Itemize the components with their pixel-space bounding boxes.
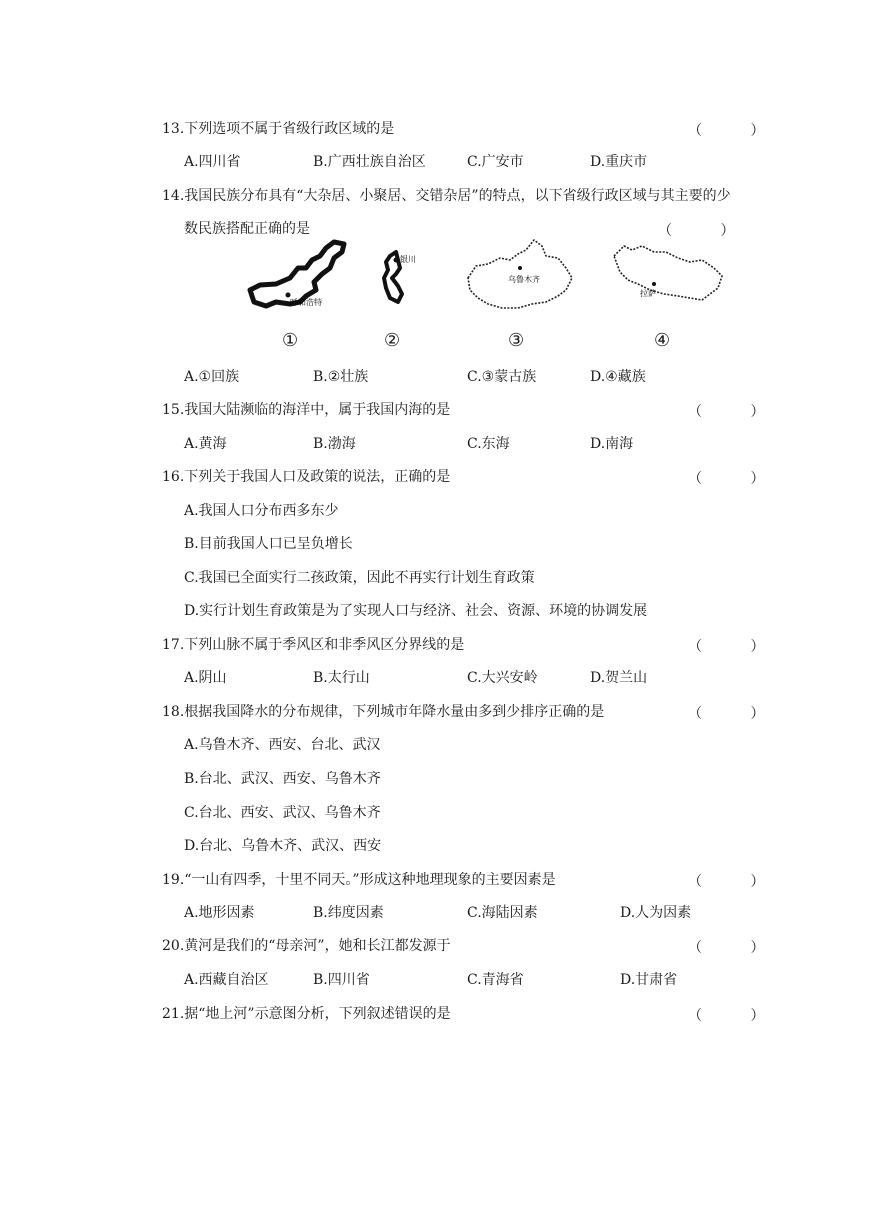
answer-paren-13: （ ）: [688, 123, 787, 139]
inner-mongolia-outline: [246, 238, 361, 318]
q15-option-d: D.南海: [590, 436, 634, 452]
q17-option-a: A.阴山: [184, 670, 227, 686]
q15-option-a: A.黄海: [184, 436, 227, 452]
question-14-stem-line2: 数民族搭配正确的是: [184, 221, 310, 237]
map-3: [462, 238, 577, 351]
map-label-1: ①: [282, 330, 299, 351]
answer-paren-21: （ ）: [688, 1008, 787, 1024]
answer-paren-18: （ ）: [688, 706, 787, 722]
q19-option-a: A.地形因素: [184, 905, 255, 921]
answer-paren-19: （ ）: [688, 874, 787, 890]
map-label-3: ③: [508, 330, 525, 351]
q13-option-d: D.重庆市: [590, 154, 648, 170]
question-15-stem: 15.我国大陆濒临的海洋中，属于我国内海的是: [162, 402, 451, 418]
question-14-stem-line1: 14.我国民族分布具有“大杂居、小聚居、交错杂居”的特点，以下省级行政区域与其主要的少: [162, 188, 731, 204]
q16-option-a: A.我国人口分布西多东少: [184, 503, 339, 519]
question-13-stem: 13.下列选项不属于省级行政区域的是: [162, 121, 395, 137]
map-label-2: ②: [384, 330, 401, 351]
q17-option-d: D.贺兰山: [590, 670, 648, 686]
q14-option-a: A.①回族: [184, 369, 240, 385]
q13-option-c: C.广安市: [467, 154, 524, 170]
q18-option-b: B.台北、武汉、西安、乌鲁木齐: [184, 771, 381, 787]
q20-option-d: D.甘肃省: [620, 972, 678, 988]
q17-option-b: B.太行山: [313, 670, 370, 686]
city-label-4: 拉萨: [640, 289, 656, 298]
q16-option-b: B.目前我国人口已呈负增长: [184, 536, 353, 552]
q19-option-b: B.纬度因素: [313, 905, 384, 921]
map-2: [374, 238, 434, 351]
q16-option-d: D.实行计划生育政策是为了实现人口与经济、社会、资源、环境的协调发展: [184, 603, 648, 619]
answer-paren-17: （ ）: [688, 639, 787, 655]
q13-option-b: B.广西壮族自治区: [313, 154, 426, 170]
answer-paren-20: （ ）: [688, 940, 787, 956]
q14-option-b: B.②壮族: [313, 369, 369, 385]
q19-option-c: C.海陆因素: [467, 905, 538, 921]
city-label-3: 乌鲁木齐: [508, 275, 540, 284]
answer-paren-16: （ ）: [688, 471, 787, 487]
q14-option-c: C.③蒙古族: [467, 369, 537, 385]
q14-option-d: D.④藏族: [590, 369, 646, 385]
q16-option-c: C.我国已全面实行二孩政策，因此不再实行计划生育政策: [184, 570, 535, 586]
tibet-outline: [610, 238, 730, 318]
answer-paren-14: （ ）: [658, 223, 757, 239]
q20-option-a: A.西藏自治区: [184, 972, 269, 988]
q18-option-c: C.台北、西安、武汉、乌鲁木齐: [184, 805, 381, 821]
city-label-2: 银川: [400, 255, 416, 264]
q20-option-c: C.青海省: [467, 972, 524, 988]
xinjiang-outline: [462, 238, 577, 318]
question-18-stem: 18.根据我国降水的分布规律，下列城市年降水量由多到少排序正确的是: [162, 704, 605, 720]
map-4: [610, 238, 730, 351]
ningxia-outline: [374, 238, 434, 318]
question-21-stem: 21.据“地上河”示意图分析，下列叙述错误的是: [162, 1006, 451, 1022]
q18-option-d: D.台北、乌鲁木齐、武汉、西安: [184, 838, 382, 854]
q19-option-d: D.人为因素: [620, 905, 692, 921]
q15-option-b: B.渤海: [313, 436, 356, 452]
q18-option-a: A.乌鲁木齐、西安、台北、武汉: [184, 737, 381, 753]
question-16-stem: 16.下列关于我国人口及政策的说法，正确的是: [162, 469, 451, 485]
q15-option-c: C.东海: [467, 436, 510, 452]
q20-option-b: B.四川省: [313, 972, 370, 988]
question-17-stem: 17.下列山脉不属于季风区和非季风区分界线的是: [162, 637, 465, 653]
q17-option-c: C.大兴安岭: [467, 670, 538, 686]
q13-option-a: A.四川省: [184, 154, 241, 170]
province-maps: [240, 238, 730, 353]
map-label-4: ④: [654, 330, 671, 351]
answer-paren-15: （ ）: [688, 404, 787, 420]
question-20-stem: 20.黄河是我们的“母亲河”，她和长江都发源于: [162, 938, 451, 954]
map-1: [246, 238, 361, 351]
question-19-stem: 19.“一山有四季，十里不同天。”形成这种地理现象的主要因素是: [162, 872, 556, 888]
city-label-1: 呼和浩特: [290, 298, 322, 307]
